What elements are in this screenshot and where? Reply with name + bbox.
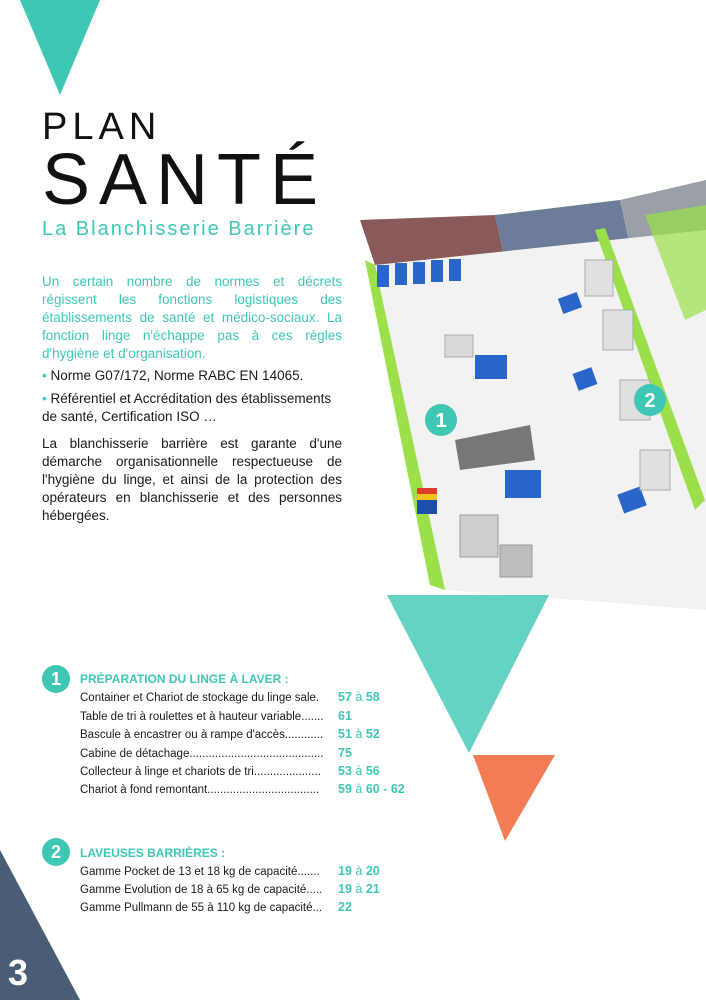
toc-row-pages	[338, 864, 380, 878]
toc-row-pages	[338, 882, 380, 896]
laundry-plan-illustration	[355, 170, 706, 630]
toc-row-label: Gamme Pocket de 13 et 18 kg de capacité.......	[80, 866, 320, 878]
toc-row-label: Gamme Pullmann de 55 à 110 kg de capacité...	[80, 902, 323, 914]
toc-row	[80, 764, 410, 782]
page-title: SANTÉ	[42, 140, 328, 220]
toc-page-start: 51	[338, 727, 352, 741]
sorting-table-1	[475, 355, 507, 379]
toc-row-pages	[338, 727, 380, 741]
toc-page-end: 58	[365, 690, 380, 704]
decorative-triangle-top	[20, 0, 100, 95]
bullet-norme-text: Norme G07/172, Norme RABC EN 14065.	[50, 368, 304, 383]
section-2-title: LAVEUSES BARRIÈRES :	[80, 846, 226, 860]
sorting-table-2	[505, 470, 541, 498]
teal-triangle	[387, 595, 549, 753]
toc-row	[80, 782, 410, 800]
toc-page-sep: à	[351, 782, 366, 796]
toc-row-label: Chariot à fond remontant...................................	[80, 784, 320, 796]
intro-paragraph: Un certain nombre de normes et décrets régissent les fonctions logistiques des établissements de santé et médico-sociaux. La fonction linge n'échappe pas à ces règles d'hygiène et d'organisation.	[42, 274, 342, 361]
toc-page-sep: à	[351, 690, 366, 704]
bin-lid-red	[417, 488, 437, 494]
plan-marker-2-label: 2	[644, 390, 656, 412]
bullet-norme	[42, 367, 342, 385]
toc-page-end: 20	[365, 864, 380, 878]
toc-row	[80, 727, 410, 745]
toc-row	[80, 709, 410, 727]
equipment-3	[500, 545, 532, 577]
plan-marker-1-label: 1	[435, 410, 447, 432]
toc-row-pages	[338, 782, 405, 796]
bullet-referentiel-text: Référentiel et Accréditation des établissements de santé, Certification ISO …	[42, 391, 332, 424]
bullet-dot: •	[42, 391, 51, 406]
toc-page-end: 52	[365, 727, 380, 741]
toc-page-sep: à	[351, 764, 366, 778]
closing-paragraph: La blanchisserie barrière est garante d'une démarche organisationnelle respectueuse de l'hygiène du linge, et ainsi de la protection des opérateurs en blanchisserie et des personnes hébergées.	[42, 436, 342, 523]
toc-row	[80, 864, 410, 882]
toc-row-pages	[338, 690, 380, 704]
toc-row-label: Bascule à encastrer ou à rampe d'accès............	[80, 729, 324, 741]
toc-row-label: Table de tri à roulettes et à hauteur variable.......	[80, 711, 324, 723]
toc-row-label: Collecteur à linge et chariots de tri.....................	[80, 766, 321, 778]
equipment-1	[445, 335, 473, 357]
title-small: PLAN	[42, 106, 162, 148]
toc-row-pages	[338, 709, 352, 723]
toc-row	[80, 900, 410, 918]
toc-page-start: 53	[338, 764, 352, 778]
toc-row	[80, 746, 410, 764]
toc-page-sep: à	[351, 727, 366, 741]
section-1-badge: 1	[42, 665, 70, 693]
toc-row	[80, 690, 410, 708]
section-2-badge: 2	[42, 838, 70, 866]
bullet-dot: •	[42, 368, 51, 383]
toc-page-start: 19	[338, 882, 352, 896]
toc-row	[80, 882, 410, 900]
toc-row-pages	[338, 900, 352, 914]
toc-page-start: 75	[338, 746, 352, 760]
bin-lid-yellow	[417, 494, 437, 500]
toc-page-start: 61	[338, 709, 352, 723]
equipment-2	[460, 515, 498, 557]
orange-triangle	[473, 755, 555, 841]
bullet-referentiel	[42, 390, 342, 426]
toc-row-label: Cabine de détachage..........................................	[80, 748, 324, 760]
section-1-title: PRÉPARATION DU LINGE À LAVER :	[80, 672, 289, 686]
page-number: 3	[8, 952, 29, 993]
page-subtitle: La Blanchisserie Barrière	[42, 218, 316, 240]
toc-page-start: 19	[338, 864, 352, 878]
toc-row-label: Container et Chariot de stockage du linge sale.	[80, 692, 320, 704]
toc-row-label: Gamme Evolution de 18 à 65 kg de capacité.....	[80, 884, 323, 896]
toc-page-end: 21	[365, 882, 380, 896]
toc-page-end: 60 - 62	[365, 782, 405, 796]
toc-row-pages	[338, 764, 380, 778]
toc-page-start: 59	[338, 782, 352, 796]
toc-page-sep: à	[351, 864, 366, 878]
decorative-triangles-right	[385, 595, 555, 845]
toc-page-start: 22	[338, 900, 352, 914]
toc-page-end: 56	[365, 764, 380, 778]
toc-row-pages	[338, 746, 352, 760]
toc-page-start: 57	[338, 690, 352, 704]
toc-page-sep: à	[351, 882, 366, 896]
